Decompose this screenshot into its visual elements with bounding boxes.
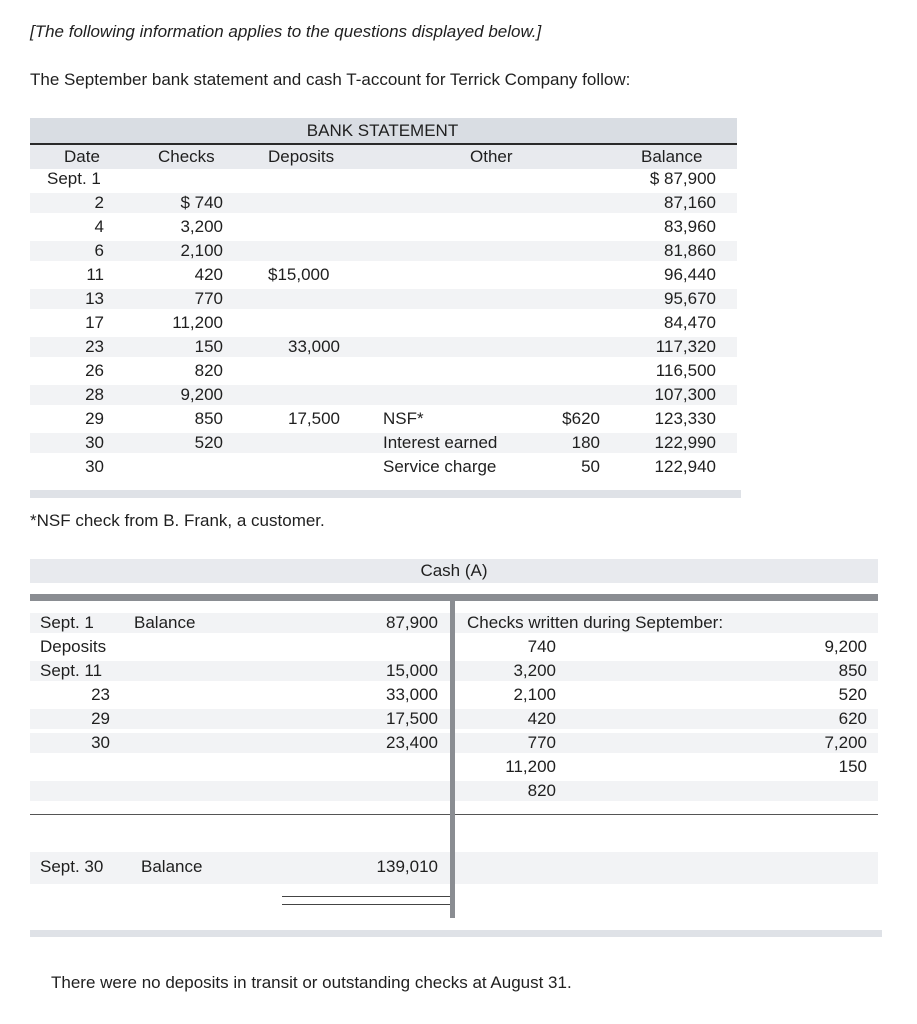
- double-rule-top: [282, 896, 450, 897]
- row-date: 26: [85, 361, 104, 380]
- row-balance: 84,470: [664, 313, 716, 332]
- row-check: 520: [194, 433, 223, 452]
- deposit-amount: 23,400: [386, 733, 438, 752]
- row-balance: $ 87,900: [649, 169, 716, 188]
- footnote: *NSF check from B. Frank, a customer.: [30, 511, 325, 530]
- check-amount: 420: [527, 709, 556, 728]
- row-date: 4: [94, 217, 104, 236]
- check-amount: 3,200: [513, 661, 556, 680]
- row-balance: 83,960: [664, 217, 716, 236]
- check-amount: 850: [838, 661, 867, 680]
- deposit-date: Sept. 11: [40, 661, 103, 680]
- row-other-amount: 50: [581, 457, 600, 476]
- row-date: 13: [85, 289, 104, 308]
- deposit-amount: 17,500: [386, 709, 438, 728]
- right-total-rule: [455, 814, 878, 815]
- close-label: Balance: [141, 857, 203, 876]
- header-deposits: Deposits: [268, 147, 335, 166]
- row-date: 2: [94, 193, 104, 212]
- row-date: 28: [85, 385, 104, 404]
- balance-row-band-right: [455, 852, 878, 884]
- row-check: 850: [194, 409, 223, 428]
- row-balance: 116,500: [655, 361, 716, 380]
- row-deposit: $15,000: [268, 265, 330, 284]
- deposit-amount: 33,000: [386, 685, 438, 704]
- row-date: 30: [85, 457, 104, 476]
- close-date: Sept. 30: [40, 857, 104, 876]
- open-amount: 87,900: [386, 613, 438, 632]
- row-balance: 95,670: [664, 289, 716, 308]
- double-rule-bottom: [282, 904, 450, 905]
- deposit-date: 23: [91, 685, 110, 704]
- row-other-label: NSF*: [383, 409, 424, 428]
- row-check: 3,200: [180, 217, 223, 236]
- row-date: Sept. 1: [47, 169, 101, 188]
- check-amount: 7,200: [824, 733, 867, 752]
- header-date: Date: [64, 147, 100, 166]
- row-check: 420: [194, 265, 223, 284]
- header-checks: Checks: [158, 147, 215, 166]
- row-balance: 107,300: [654, 385, 716, 404]
- check-amount: 740: [527, 637, 556, 656]
- row-check: 11,200: [172, 313, 223, 332]
- check-amount: 820: [527, 781, 556, 800]
- row-date: 6: [94, 241, 104, 260]
- row-balance: 117,320: [655, 337, 716, 356]
- row-stripe: [30, 781, 450, 801]
- row-other-label: Interest earned: [383, 433, 498, 452]
- row-balance: 81,860: [664, 241, 716, 260]
- open-date: Sept. 1: [40, 613, 94, 632]
- row-check: 2,100: [180, 241, 223, 260]
- check-amount: 9,200: [824, 637, 867, 656]
- header-balance: Balance: [641, 147, 703, 166]
- row-date: 29: [85, 409, 104, 428]
- deposits-label: Deposits: [40, 637, 107, 656]
- checks-heading: Checks written during September:: [467, 613, 724, 632]
- check-amount: 2,100: [513, 685, 556, 704]
- check-amount: 770: [527, 733, 556, 752]
- check-amount: 150: [838, 757, 867, 776]
- check-amount: 520: [838, 685, 867, 704]
- intro-note: [The following information applies to the questions displayed below.]: [30, 22, 542, 41]
- row-check-dollar: $ 740: [180, 193, 223, 212]
- row-other-amount: $620: [562, 409, 600, 428]
- deposit-date: 30: [91, 733, 110, 752]
- row-deposit: 33,000: [288, 337, 340, 356]
- deposit-amount: 15,000: [386, 661, 438, 680]
- row-deposit: 17,500: [288, 409, 340, 428]
- bank-statement-title: BANK STATEMENT: [306, 121, 459, 140]
- row-date: 23: [85, 337, 104, 356]
- deposit-date: 29: [91, 709, 110, 728]
- row-balance: 123,330: [654, 409, 716, 428]
- row-balance: 96,440: [664, 265, 716, 284]
- table-bottom-rule: [30, 490, 741, 498]
- check-amount: 620: [838, 709, 867, 728]
- row-check: 770: [194, 289, 223, 308]
- row-check: 9,200: [180, 385, 223, 404]
- t-account-bottom-rule: [30, 930, 882, 937]
- row-balance: 122,990: [654, 433, 716, 452]
- row-date: 30: [85, 433, 104, 452]
- left-total-rule: [30, 814, 450, 815]
- closing-note: There were no deposits in transit or outstanding checks at August 31.: [51, 973, 572, 992]
- check-amount: 11,200: [505, 757, 556, 776]
- row-date: 11: [86, 265, 104, 284]
- header-other: Other: [470, 147, 513, 166]
- close-amount: 139,010: [376, 857, 438, 876]
- row-date: 17: [85, 313, 104, 332]
- row-balance: 122,940: [654, 457, 716, 476]
- t-account-title: Cash (A): [420, 561, 488, 580]
- row-other-amount: 180: [571, 433, 600, 452]
- row-balance: 87,160: [664, 193, 716, 212]
- row-other-label: Service charge: [383, 457, 497, 476]
- row-check: 820: [194, 361, 223, 380]
- open-label: Balance: [134, 613, 196, 632]
- row-check: 150: [194, 337, 223, 356]
- header-band: [30, 145, 737, 169]
- intro-text: The September bank statement and cash T-account for Terrick Company follow:: [30, 70, 631, 89]
